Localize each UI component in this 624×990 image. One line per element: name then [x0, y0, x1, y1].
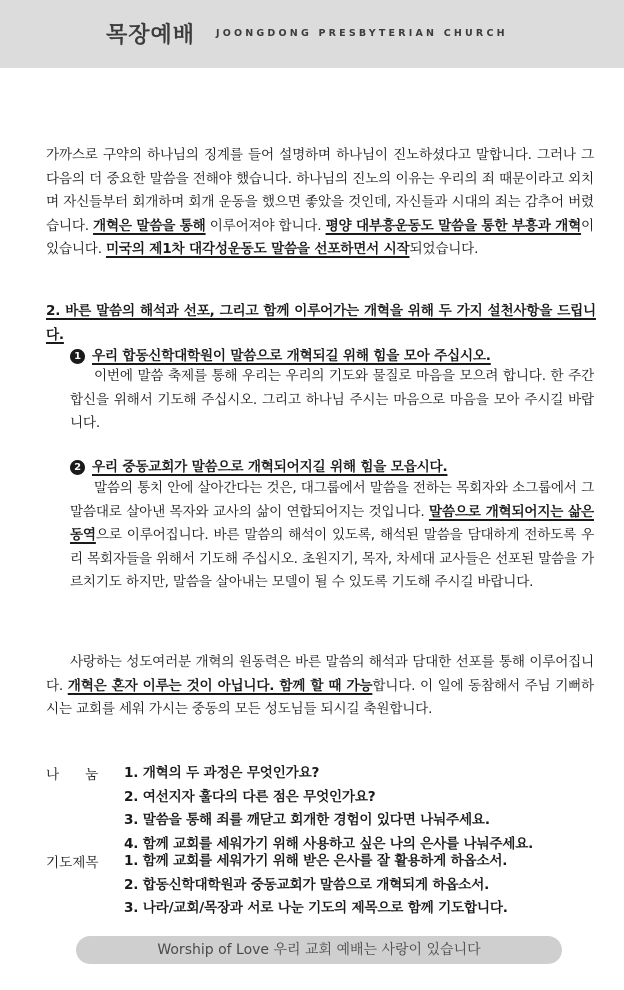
list-item: 3. 말씀을 통해 죄를 깨닫고 회개한 경험이 있다면 나눠주세요.: [124, 812, 490, 828]
item-2-body: 말씀의 통치 안에 살아간다는 것은, 대그룹에서 말씀을 전하는 목회자와 소그룹에서 그 말씀대로 살아낸 목자와 교사의 삶이 연합되어지는 것입니다. 말씀으로 개혁되어지는 삶은 동역으로 이루어집니다. 바른 말씀의 해석이 있도록, 해석된 말씀을 담대하게 전하도록 우리 목회자들을 위해서 기도해 주십시오. 초원지기, 목자, 차세대 교사들은 선포된 말씀을 가르치기도 하지만, 말씀을 살아내는 모델이 될 수 있도록 기도해 주시길 바랍니다.: [70, 480, 594, 591]
list-item: 3. 나라/교회/목장과 서로 나눈 기도의 제목으로 함께 기도합니다.: [124, 900, 508, 916]
list-item: 1. 개혁의 두 과정은 무엇인가요?: [124, 765, 320, 781]
header-title: 목장예배: [106, 23, 196, 48]
bullet-2: 2: [70, 460, 85, 475]
footer-text: Worship of Love 우리 교회 예배는 사랑이 있습니다: [157, 942, 481, 958]
page-header: [0, 0, 624, 68]
list-item: 4. 함께 교회를 세워가기 위해 사용하고 싶은 나의 은사를 나눠주세요.: [124, 835, 534, 852]
emphasis-text: 개혁은 말씀을 통해: [93, 217, 206, 234]
emphasis-text: 미국의 제1차 대각성운동도 말씀을 선포하면서 시작: [105, 241, 410, 258]
bullet-1: 1: [70, 349, 85, 364]
emphasis-text: 개혁은 혼자 이루는 것이 아닙니다. 함께 할 때 가능: [67, 677, 373, 694]
header-church-name: JOONGDONG PRESBYTERIAN CHURCH: [216, 28, 508, 39]
sharing-label: 나눔: [46, 767, 125, 783]
section-2-title: 2. 바른 말씀의 해석과 선포, 그리고 함께 이루어가는 개혁을 위해 두 가지 설천사항을 드립니다.: [46, 303, 596, 343]
list-item: 1. 함께 교회를 세워가기 위해 받은 은사를 잘 활용하게 하옵소서.: [124, 853, 508, 869]
list-item: 2. 합동신학대학원과 중동교회가 말씀으로 개혁되게 하옵소서.: [124, 876, 490, 893]
footer-banner: [76, 936, 562, 964]
list-item: 2. 여선지자 훌다의 다른 점은 무엇인가요?: [124, 788, 376, 805]
emphasis-text: 평양 대부흥운동도 말씀을 통한 부흥과 개혁: [325, 217, 582, 234]
item-1-body: 이번에 말씀 축제를 통해 우리는 우리의 기도와 물질로 마음을 모으려 합니다. 한 주간 합신을 위해서 기도해 주십시오. 그리고 하나님 주시는 마음으로 마음을 모아 주시길 바랍니다.: [70, 368, 594, 432]
closing-paragraph: 사랑하는 성도여러분 개혁의 원동력은 바른 말씀의 해석과 담대한 선포를 통해 이루어집니다. 개혁은 혼자 이루는 것이 아닙니다. 함께 할 때 가능합니다. 이 일에 동참해서 주님 기뻐하시는 교회를 세워 가시는 중동의 모든 성도님들 되시길 축원합니다.: [46, 654, 594, 718]
emphasis-text: 말씀으로 개혁되어지는 삶은 동역: [70, 503, 594, 544]
item-1-heading: 1 우리 합동신학대학원이 말씀으로 개혁되길 위해 힘을 모아 주십시오.: [70, 344, 491, 364]
prayer-label: 기도제목: [46, 855, 99, 871]
item-2-heading: 2 우리 중동교회가 말씀으로 개혁되어지길 위해 힘을 모읍시다.: [70, 455, 447, 475]
intro-paragraph: 가까스로 구약의 하나님의 징계를 들어 설명하며 하나님이 진노하셨다고 말합니다. 그러나 그 다음의 더 중요한 말씀을 전해야 했습니다. 하나님의 진노의 이유는 우리의 죄 때문이라고 외치며 자신들부터 회개하며 회개 운동을 했으면 좋았을 것인데, 자신들과 시대의 죄는 감추어 버렸습니다. 개혁은 말씀을 통해 이루어져야 합니다. 평양 대부흥운동도 말씀을 통한 부흥과 개혁이 있습니다. 미국의 제1차 대각성운동도 말씀을 선포하면서 시작되었습니다.: [46, 147, 594, 258]
